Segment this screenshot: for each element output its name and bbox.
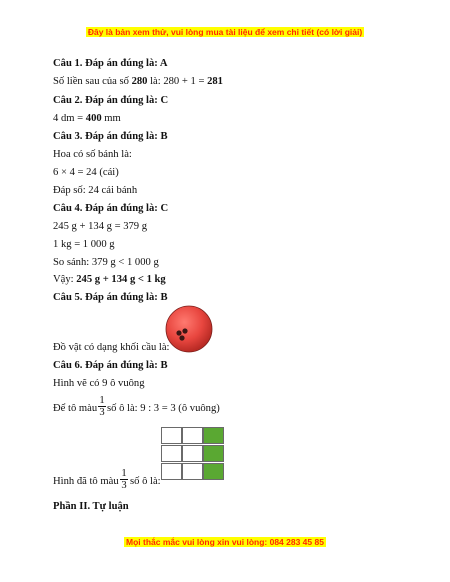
q4-text-b: 245 g + 134 g < 1 kg [76,274,166,285]
q4-line-3: So sánh: 379 g < 1 000 g [53,257,159,268]
grid-cell-shaded [203,445,224,462]
grid-cell [182,445,203,462]
q2-line [53,113,121,125]
part2-heading: Phần II. Tự luận [53,501,129,512]
fraction-numerator: 1 [99,395,105,406]
preview-banner [0,27,450,37]
q1-text-c: là: 280 + 1 = [147,76,208,87]
q1-text-d: 281 [207,76,223,87]
q6-line-3a: Hình đã tô màu [53,476,119,487]
grid-cell [161,463,182,480]
grid-cell [182,427,203,444]
q2-text-a: 4 dm = [53,113,86,124]
fraction-one-third-2 [119,468,129,491]
q2-heading: Câu 2. Đáp án đúng là: C [53,95,169,106]
bowling-ball-image [165,305,213,353]
q4-text-a: Vậy: [53,274,77,285]
fraction-one-third [97,395,107,418]
contact-banner [0,537,450,547]
q6-heading: Câu 6. Đáp án đúng là: B [53,360,168,371]
fraction-denominator: 3 [121,480,127,491]
q4-line-2: 1 kg = 1 000 g [53,239,115,250]
q3-line-3: Đáp số: 24 cái bánh [53,185,138,196]
q4-line-1: 245 g + 134 g = 379 g [53,221,148,232]
grid-cell-shaded [203,463,224,480]
grid-cell [161,445,182,462]
q3-line-1: Hoa có số bánh là: [53,149,132,160]
q6-line-2b: số ô là: 9 : 3 = 3 (ô vuông) [107,403,220,414]
fraction-denominator: 3 [99,407,105,418]
q4-line-4 [53,274,166,286]
q1-line [53,76,223,88]
grid-cell [182,463,203,480]
q2-text-b: 400 [85,113,102,124]
grid-cell-shaded [203,427,224,444]
q4-heading: Câu 4. Đáp án đúng là: C [53,203,169,214]
q2-text-c: mm [101,113,121,124]
q6-line-2a: Để tô màu [53,403,98,414]
grid-cell [161,427,182,444]
q1-text-a: Số liền sau của số [53,76,132,87]
q3-line-2: 6 × 4 = 24 (cái) [53,167,119,178]
q5-line-1: Đồ vật có dạng khối cầu là: [53,342,170,353]
contact-banner-text: Mọi thắc mắc vui lòng xin vui lòng: 084 283 45 85 [126,537,324,547]
q6-line-1: Hình vẽ có 9 ô vuông [53,378,145,389]
q5-heading: Câu 5. Đáp án đúng là: B [53,292,168,303]
preview-banner-text: Đây là bản xem thử, vui lòng mua tài liệu để xem chi tiết (có lời giải) [87,27,363,37]
q1-heading: Câu 1. Đáp án đúng là: A [53,58,168,69]
q3-heading: Câu 3. Đáp án đúng là: B [53,131,168,142]
q6-line-3b: số ô là: [130,476,161,487]
q1-text-b: 280 [131,76,148,87]
fraction-numerator: 1 [121,468,127,479]
